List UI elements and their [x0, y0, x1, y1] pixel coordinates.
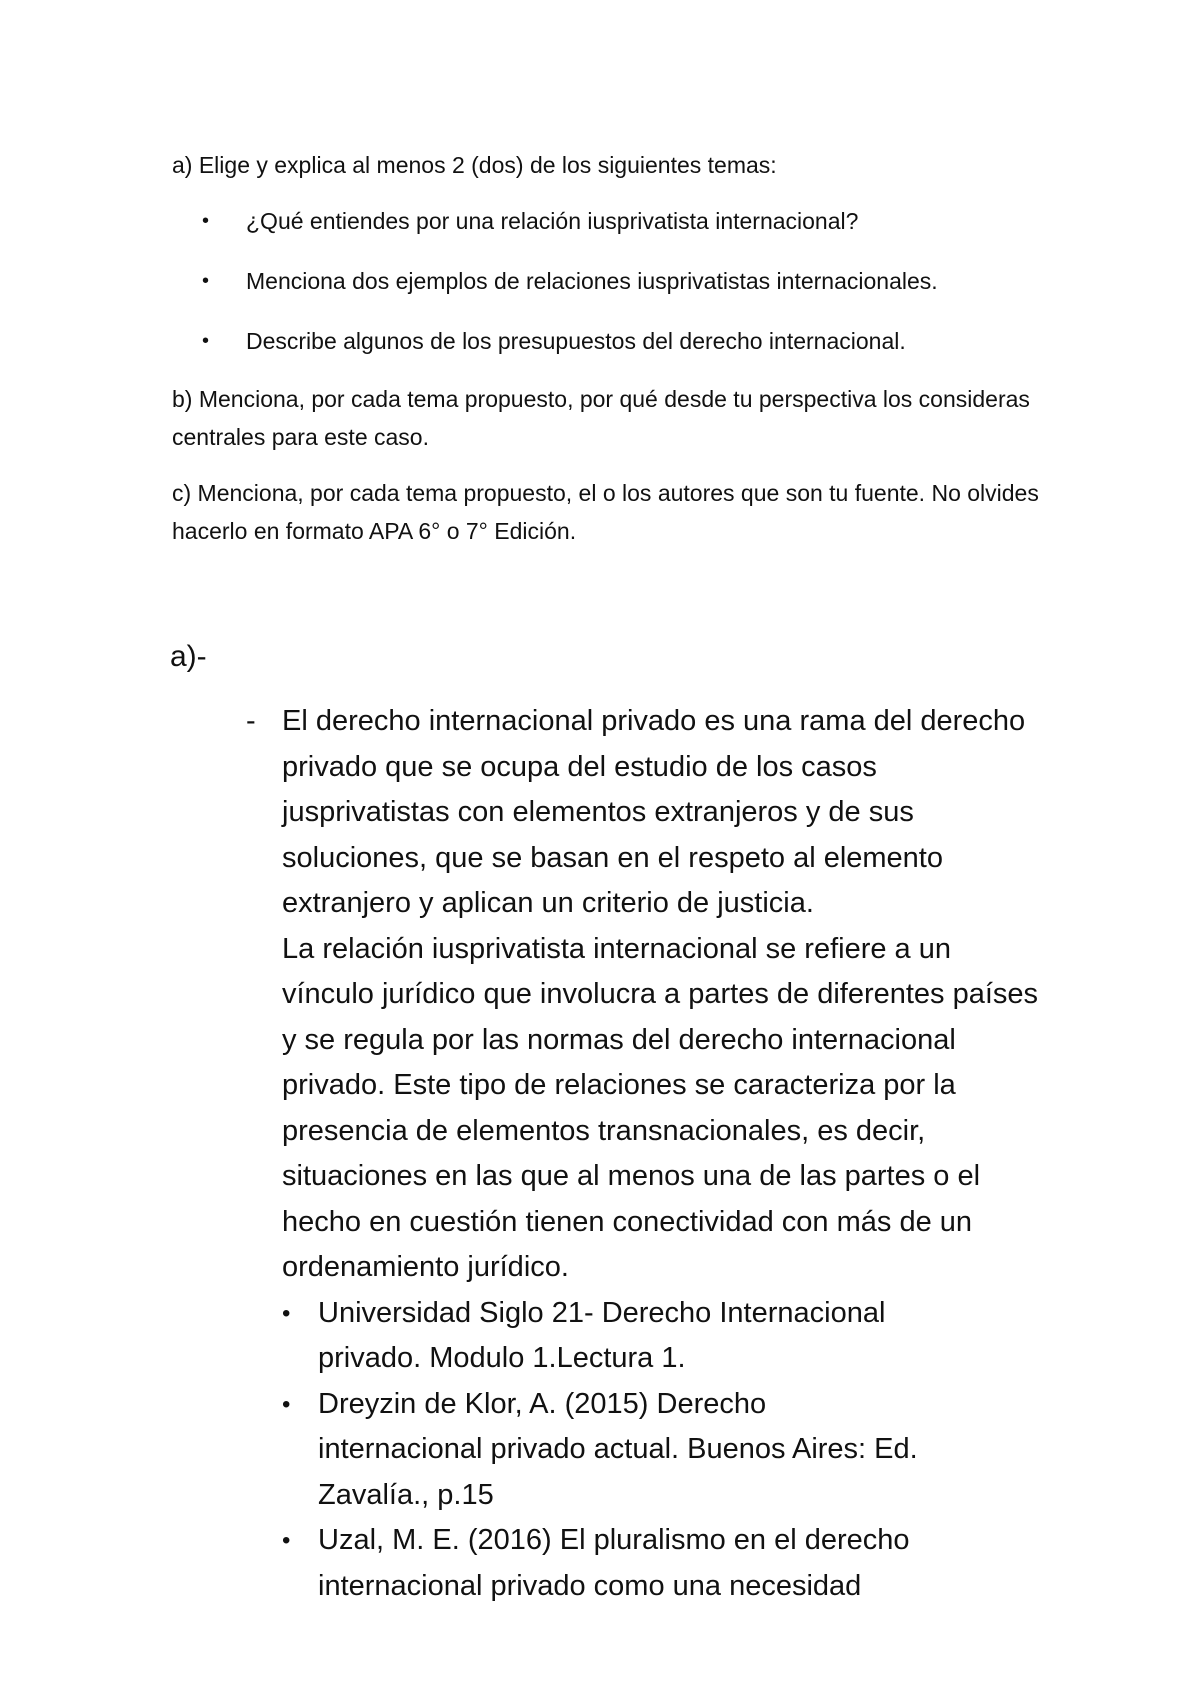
topic-text: Menciona dos ejemplos de relaciones iusprivatistas internacionales. — [246, 268, 938, 294]
answer-item — [246, 699, 1046, 1291]
answer-paragraph-2: La relación iusprivatista internacional se refiere a un vínculo jurídico que involucra a partes de diferentes países y se regula por las normas del derecho internacional privado. Este tipo de relaciones se caracteriza por la presencia de elementos transnacionales, es decir, situaciones en las que al menos una de las partes o el hecho en cuestión tienen conectividad con más de un ordenamiento jurídico. — [282, 932, 1039, 1283]
list-item — [282, 1382, 938, 1519]
bullet-icon: • — [282, 1527, 291, 1554]
answer-heading: a)- — [170, 640, 207, 673]
topic-text: Describe algunos de los presupuestos del derecho internacional. — [246, 328, 906, 354]
source-text: Dreyzin de Klor, A. (2015) Derecho internacional privado actual. Buenos Aires: Ed. Zavalía., p.15 — [318, 1387, 918, 1511]
source-text: Uzal, M. E. (2016) El pluralismo en el derecho internacional privado como una necesidad — [318, 1524, 910, 1602]
source-text: Universidad Siglo 21- Derecho Internacional privado. Modulo 1.Lectura 1. — [318, 1296, 886, 1374]
topic-text: ¿Qué entiendes por una relación iusprivatista internacional? — [246, 208, 859, 234]
topic-list — [172, 202, 1072, 360]
list-item — [172, 322, 1072, 360]
bullet-icon: • — [202, 330, 210, 352]
bullet-icon: • — [282, 1390, 291, 1418]
instructions-intro: a) Elige y explica al menos 2 (dos) de los siguientes temas: — [172, 152, 777, 178]
bullet-icon: • — [202, 270, 210, 292]
instructions-section — [172, 146, 1072, 550]
list-item — [282, 1291, 938, 1382]
list-item — [282, 1518, 938, 1609]
dash-bullet-icon: - — [246, 705, 256, 737]
sources-list — [282, 1291, 1046, 1610]
instructions-part-c: c) Menciona, por cada tema propuesto, el o los autores que son tu fuente. No olvides hacerlo en formato APA 6° o 7° Edición. — [172, 480, 1039, 544]
instructions-part-b: b) Menciona, por cada tema propuesto, por qué desde tu perspectiva los consideras centrales para este caso. — [172, 386, 1030, 450]
answer-section — [246, 699, 1046, 1609]
bullet-icon: • — [282, 1299, 291, 1327]
answer-paragraph-1: El derecho internacional privado es una rama del derecho privado que se ocupa del estudio de los casos jusprivatistas con elementos extranjeros y de sus soluciones, que se basan en el respeto al elemento extranjero y aplican un criterio de justicia. — [282, 705, 1026, 919]
list-item — [172, 262, 1072, 300]
list-item — [172, 202, 1072, 240]
bullet-icon: • — [202, 210, 210, 232]
